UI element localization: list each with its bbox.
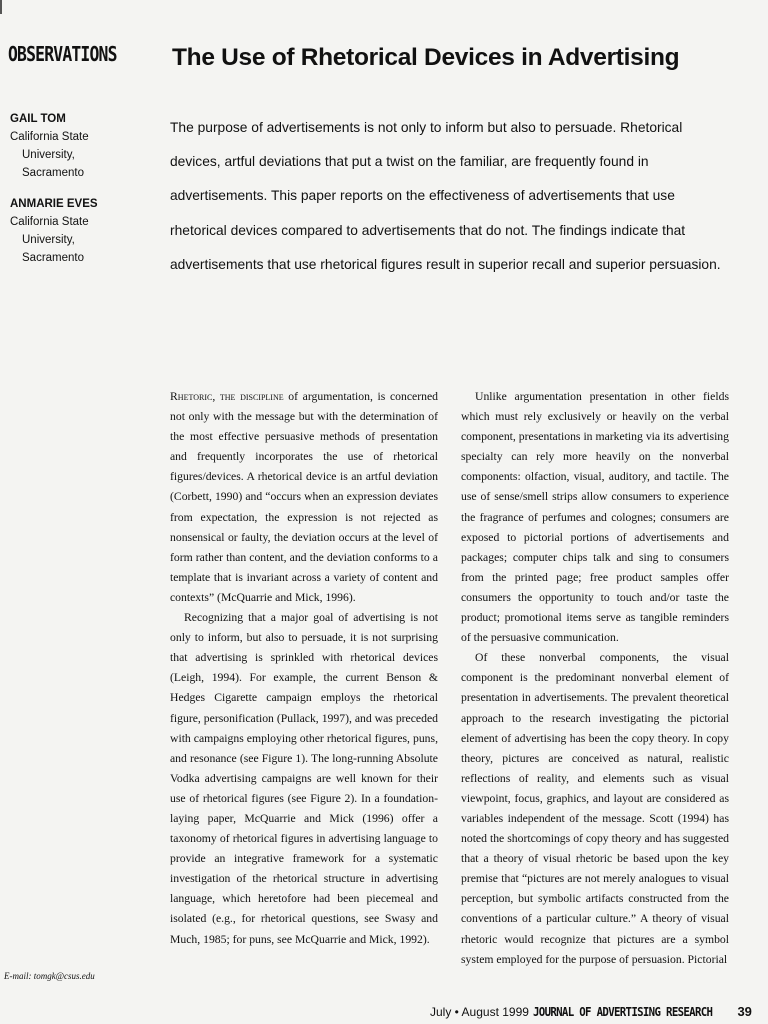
author-name: ANMARIE EVES (10, 198, 98, 210)
lead-in: Rhetoric, the discipline (170, 390, 284, 403)
body-paragraph (170, 387, 438, 608)
issue-date: July • August 1999 (430, 1005, 529, 1019)
author-name: GAIL TOM (10, 113, 66, 125)
author-affiliation: Sacramento (22, 252, 85, 264)
author-affiliation: Sacramento (22, 167, 85, 179)
author-affiliation: University, (22, 149, 75, 161)
abstract-text: The purpose of advertisements is not only to inform but also to persuade. Rhetorical devices, artful deviations that put a twist on the familiar, are frequently found in advertisements. This paper reports on the effectiveness of advertisements that use rhetorical devices compared to advertisements that do not. The findings indicate that advertisements that use rhetorical figures result in superior recall and superior persuasion. (170, 120, 721, 272)
page-number: 39 (737, 1004, 752, 1019)
body-column-right (461, 387, 729, 970)
author-affiliation: University, (22, 234, 75, 246)
body-paragraph: Of these nonverbal components, the visual component is the predominant nonverbal element of presentation in advertisements. The prevalent theoretical approach to the research investigating the pictorial element of advertising has been the copy theory. In copy theory, pictures are conceived as natural, realistic reflections of reality, and elements such as visual viewpoint, focus, graphics, and layout are considered as variables independent of the message. Scott (1994) has noted the shortcomings of copy theory and has suggested that a theory of visual rhetoric be based upon the key premise that “pictures are not merely analogues to visual perception, but symbolic artifacts constructed from the conventions of a particular culture.” A theory of visual rhetoric would recognize that pictures are a symbol system employed for the purpose of persuasion. Pictorial (461, 651, 729, 966)
scan-edge-mark (0, 0, 2, 14)
abstract (170, 111, 730, 282)
page-footer (430, 1004, 752, 1019)
author-affiliation: California State (10, 216, 89, 228)
author-1 (10, 110, 150, 182)
paragraph-text: of argumentation, is concerned not only with the message but with the determination of the most effective persuasive methods of presentation and frequently incorporates the use of rhetorical figures/devices. A rhetorical device is an artful deviation (Corbett, 1990) and “occurs when an expression deviates from expectation, the expression is not rejected as nonsensical or faulty, the deviation occurs at the level of form rather than content, and the deviation conforms to a template that is invariant across a variety of content and contexts” (McQuarrie and Mick, 1996). (170, 390, 438, 604)
author-2 (10, 195, 150, 267)
journal-name: JOURNAL OF ADVERTISING RESEARCH (532, 1004, 713, 1019)
author-list (10, 110, 150, 280)
body-column-left (170, 387, 438, 950)
body-paragraph: Unlike argumentation presentation in other fields which must rely exclusively or heavily on the verbal component, presentations in marketing via its advertising specialty can rely more heavily on the nonverbal components: olfaction, visual, auditory, and tactile. The use of sense/smell strips allow consumers to experience the fragrance of perfumes and colognes; consumers are exposed to pictorial portions of advertisements and packages; computer chips talk and sing to consumers from the printed page; free product samples offer consumers the opportunity to touch and/or taste the product; promotional items serve as tangible reminders of the persuasive communication. (461, 390, 729, 645)
author-affiliation: California State (10, 131, 89, 143)
author-email: E-mail: tomgk@csus.edu (4, 971, 95, 981)
article-title: The Use of Rhetorical Devices in Advertising (172, 44, 680, 71)
section-label: OBSERVATIONS (8, 42, 117, 66)
body-paragraph: Recognizing that a major goal of advertising is not only to inform, but also to persuade, it is not surprising that advertising is sprinkled with rhetorical devices (Leigh, 1994). For example, the current Benson & Hedges Cigarette campaign employs the rhetorical figure, personification (Pullack, 1997), and was preceded with campaigns employing other rhetorical figures, puns, and resonance (see Figure 1). The long-running Absolute Vodka advertising campaigns are well known for their use of rhetorical figures (see Figure 2). In a foundation-laying paper, McQuarrie and Mick (1996) offer a taxonomy of rhetorical figures in advertising language to provide an integrative framework for a systematic investigation of the rhetorical structure in advertising language, which heretofore had been piecemeal and isolated (e.g., for rhetorical questions, see Swasy and Much, 1985; for puns, see McQuarrie and Mick, 1992). (170, 611, 438, 946)
